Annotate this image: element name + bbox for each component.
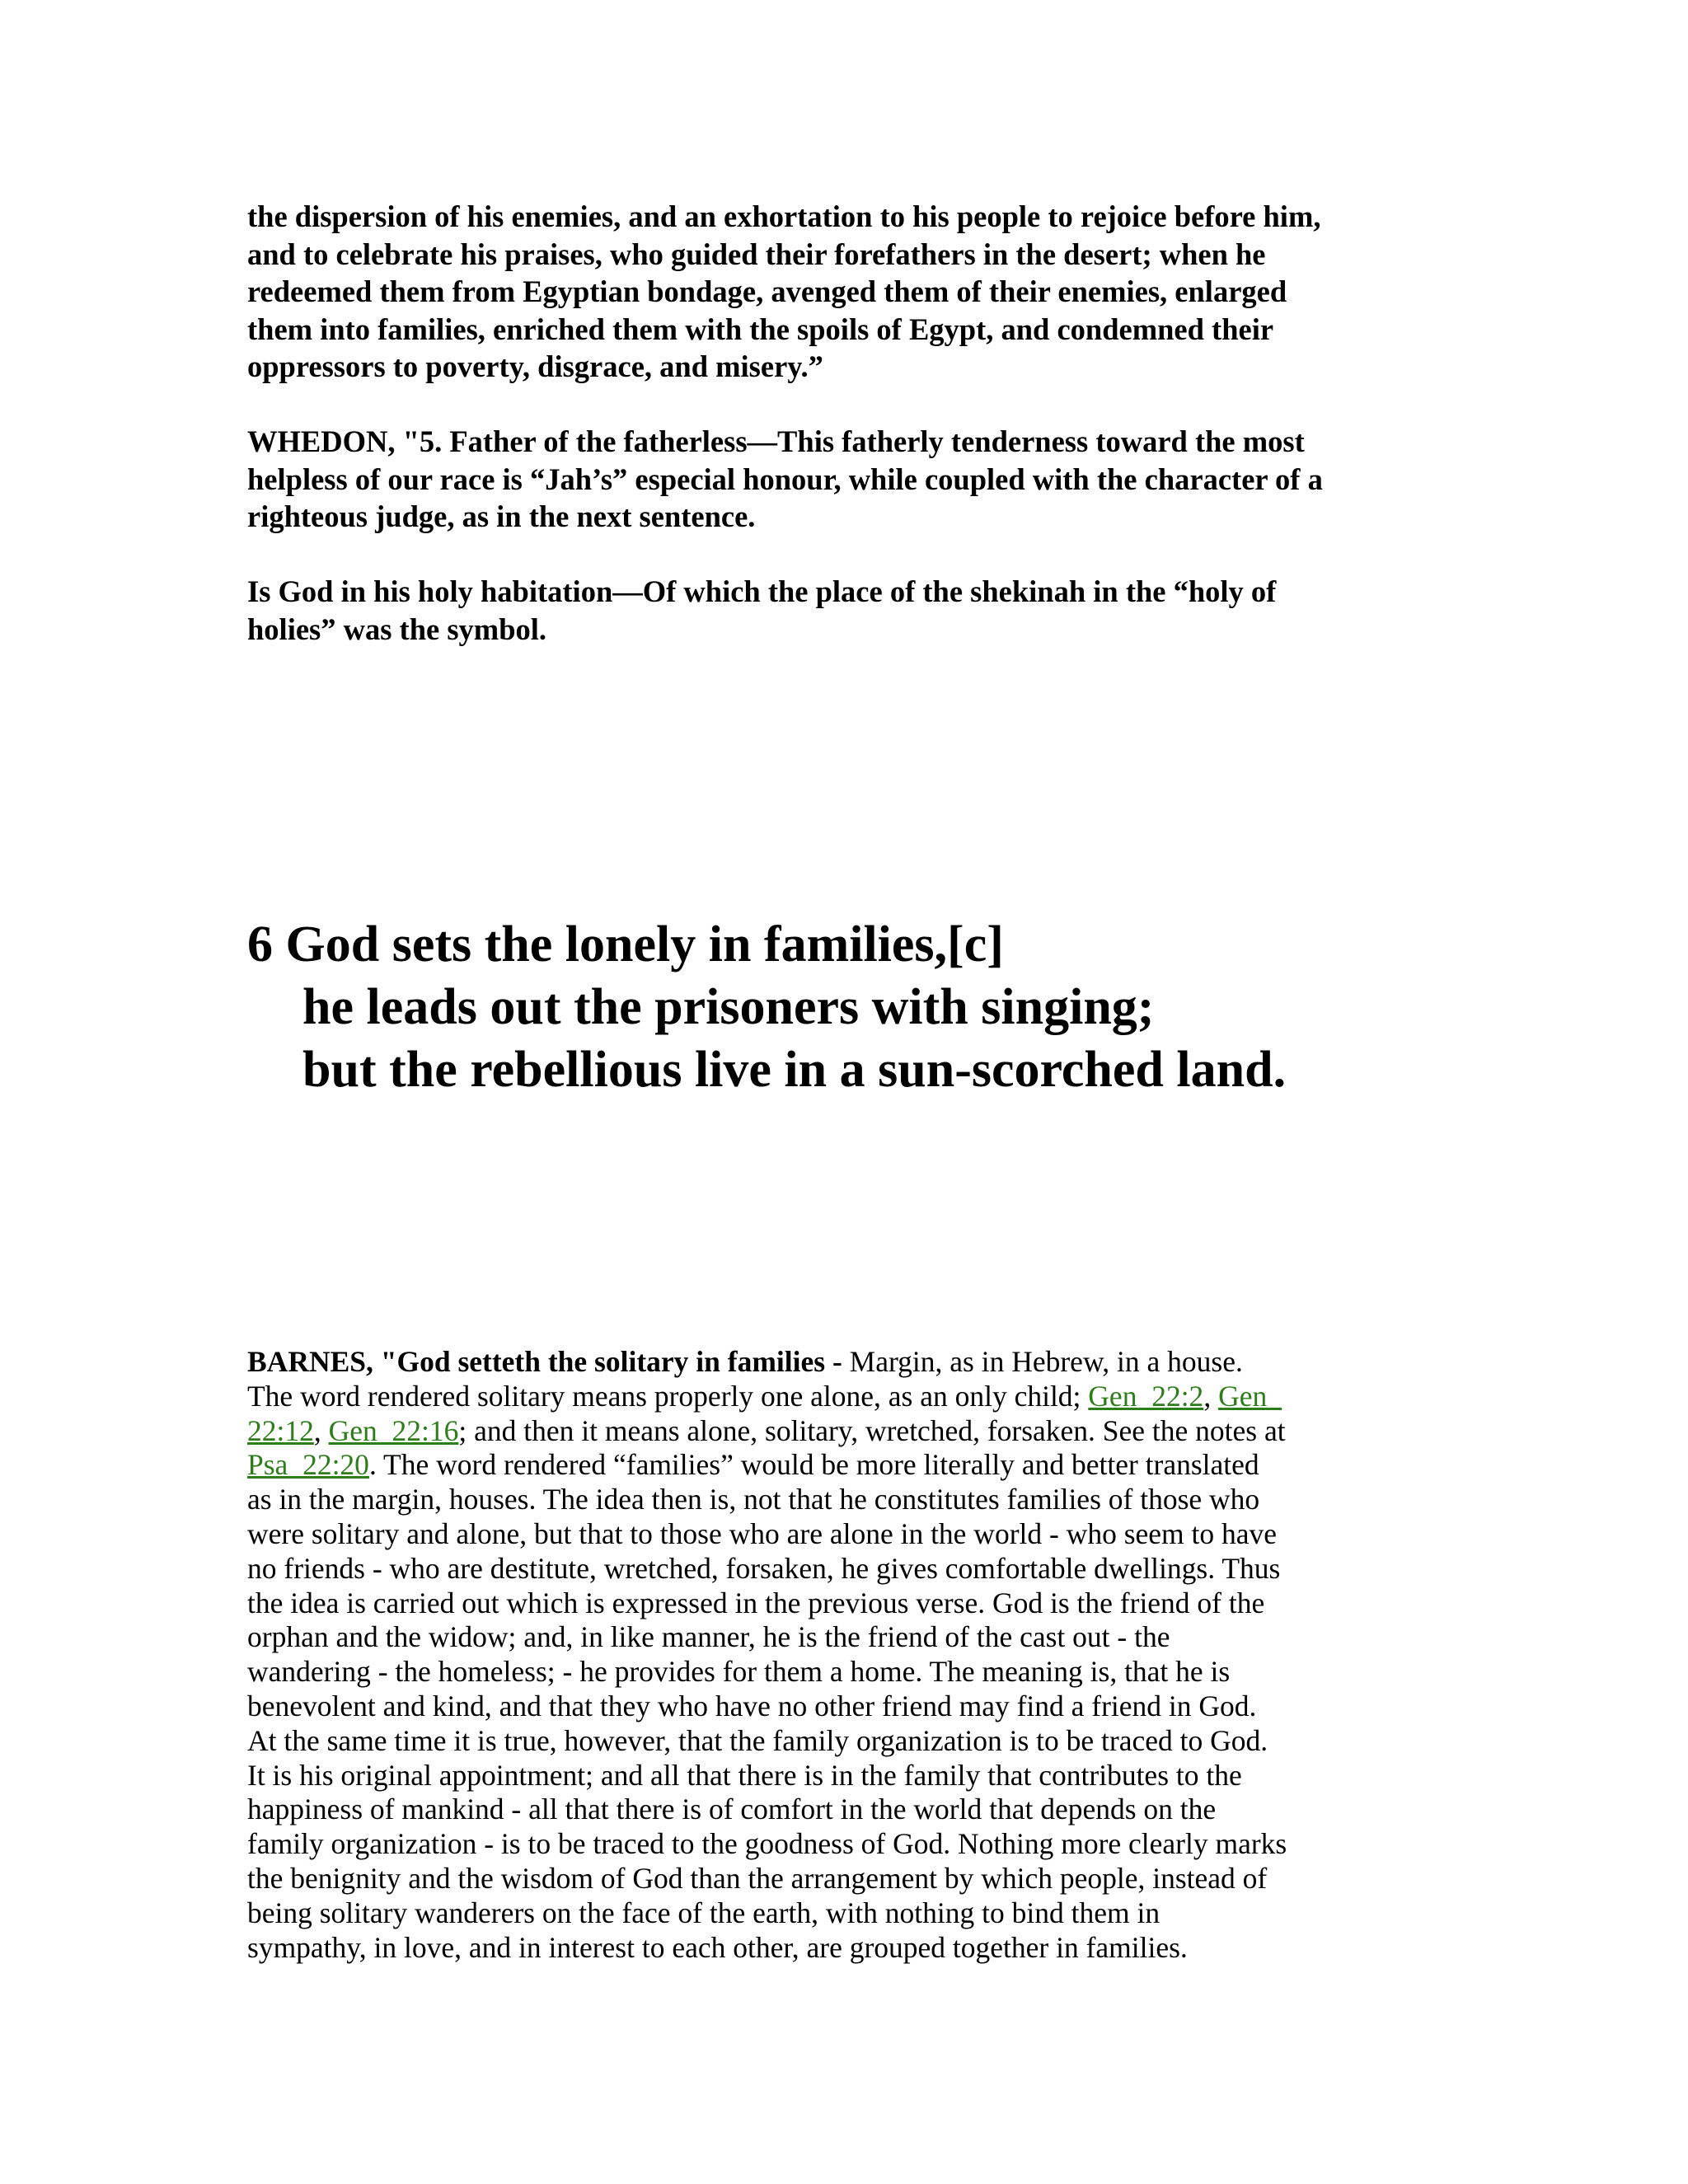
text-line: oppressors to poverty, disgrace, and misery.”: [247, 349, 823, 383]
scripture-link[interactable]: Gen_22:2: [1088, 1379, 1204, 1413]
text-line: wandering - the homeless; - he provides for them a home. The meaning is, that he is: [247, 1655, 1231, 1689]
text-line: being solitary wanderers on the face of the earth, with nothing to bind them in: [247, 1896, 1160, 1929]
text-line: sympathy, in love, and in interest to each other, are grouped together in families.: [247, 1930, 1188, 1964]
text-line: family organization - is to be traced to the goodness of God. Nothing more clearly marks: [247, 1827, 1287, 1861]
text-line: the dispersion of his enemies, and an exhortation to his people to rejoice before him,: [247, 199, 1321, 233]
text-line: the benignity and the wisdom of God than the arrangement by which people, instead of: [247, 1861, 1268, 1895]
text-line: [247, 1380, 1451, 1414]
barnes-paragraph: [247, 1345, 1451, 1965]
scripture-link[interactable]: 22:12: [247, 1413, 314, 1447]
text-segment: The word rendered solitary means properly one alone, as an only child;: [247, 1379, 1089, 1413]
barnes-heading: BARNES, "God setteth the solitary in families -: [247, 1345, 850, 1378]
text-line: [247, 1414, 1451, 1449]
text-line: holies” was the symbol.: [247, 612, 547, 646]
text-line: righteous judge, as in the next sentence.: [247, 499, 756, 533]
text-line: At the same time it is true, however, that the family organization is to be traced to God.: [247, 1723, 1268, 1757]
text-segment: Margin, as in Hebrew, in a house.: [849, 1345, 1243, 1378]
text-line: benevolent and kind, and that they who have no other friend may find a friend in God.: [247, 1689, 1257, 1722]
text-segment: ; and then it means alone, solitary, wretched, forsaken. See the notes at: [458, 1413, 1286, 1447]
verse-line: 6 God sets the lonely in families,[c]: [247, 916, 1004, 972]
text-line: It is his original appointment; and all that there is in the family that contributes to the: [247, 1758, 1242, 1792]
text-line: the idea is carried out which is expressed in the previous verse. God is the friend of the: [247, 1586, 1265, 1619]
text-segment: ,: [313, 1413, 329, 1447]
text-line: and to celebrate his praises, who guided their forefathers in the desert; when he: [247, 237, 1266, 271]
text-line: redeemed them from Egyptian bondage, avenged them of their enemies, enlarged: [247, 274, 1287, 308]
text-line: them into families, enriched them with the spoils of Egypt, and condemned their: [247, 312, 1274, 346]
text-line: [247, 1345, 1451, 1380]
habitation-paragraph: [247, 573, 1451, 648]
scripture-link[interactable]: Gen_22:16: [328, 1413, 459, 1447]
text-line: happiness of mankind - all that there is of comfort in the world that depends on the: [247, 1793, 1217, 1826]
text-line: no friends - who are destitute, wretched, forsaken, he gives comfortable dwellings. Thus: [247, 1551, 1281, 1585]
scripture-link[interactable]: Gen_: [1218, 1379, 1282, 1413]
text-line: as in the margin, houses. The idea then is, not that he constitutes families of those who: [247, 1483, 1260, 1516]
whedon-paragraph: [247, 423, 1451, 536]
scripture-link[interactable]: Psa_22:20: [247, 1448, 369, 1482]
verse-line: but the rebellious live in a sun-scorched land.: [302, 1042, 1287, 1098]
verse-line: he leads out the prisoners with singing;: [302, 979, 1155, 1035]
text-line: orphan and the widow; and, in like manner, he is the friend of the cast out - the: [247, 1620, 1170, 1654]
text-line: were solitary and alone, but that to those who are alone in the world - who seem to have: [247, 1516, 1278, 1550]
intro-paragraph: [247, 198, 1451, 386]
text-line: Is God in his holy habitation—Of which the place of the shekinah in the “holy of: [247, 574, 1277, 608]
text-segment: ,: [1203, 1379, 1219, 1413]
verse-heading: [247, 913, 1451, 1101]
text-segment: . The word rendered “families” would be more literally and better translated: [368, 1448, 1259, 1482]
text-line: helpless of our race is “Jah’s” especial honour, while coupled with the character of a: [247, 462, 1323, 496]
text-line: WHEDON, "5. Father of the fatherless—This fatherly tenderness toward the most: [247, 424, 1305, 458]
text-line: [247, 1448, 1451, 1483]
